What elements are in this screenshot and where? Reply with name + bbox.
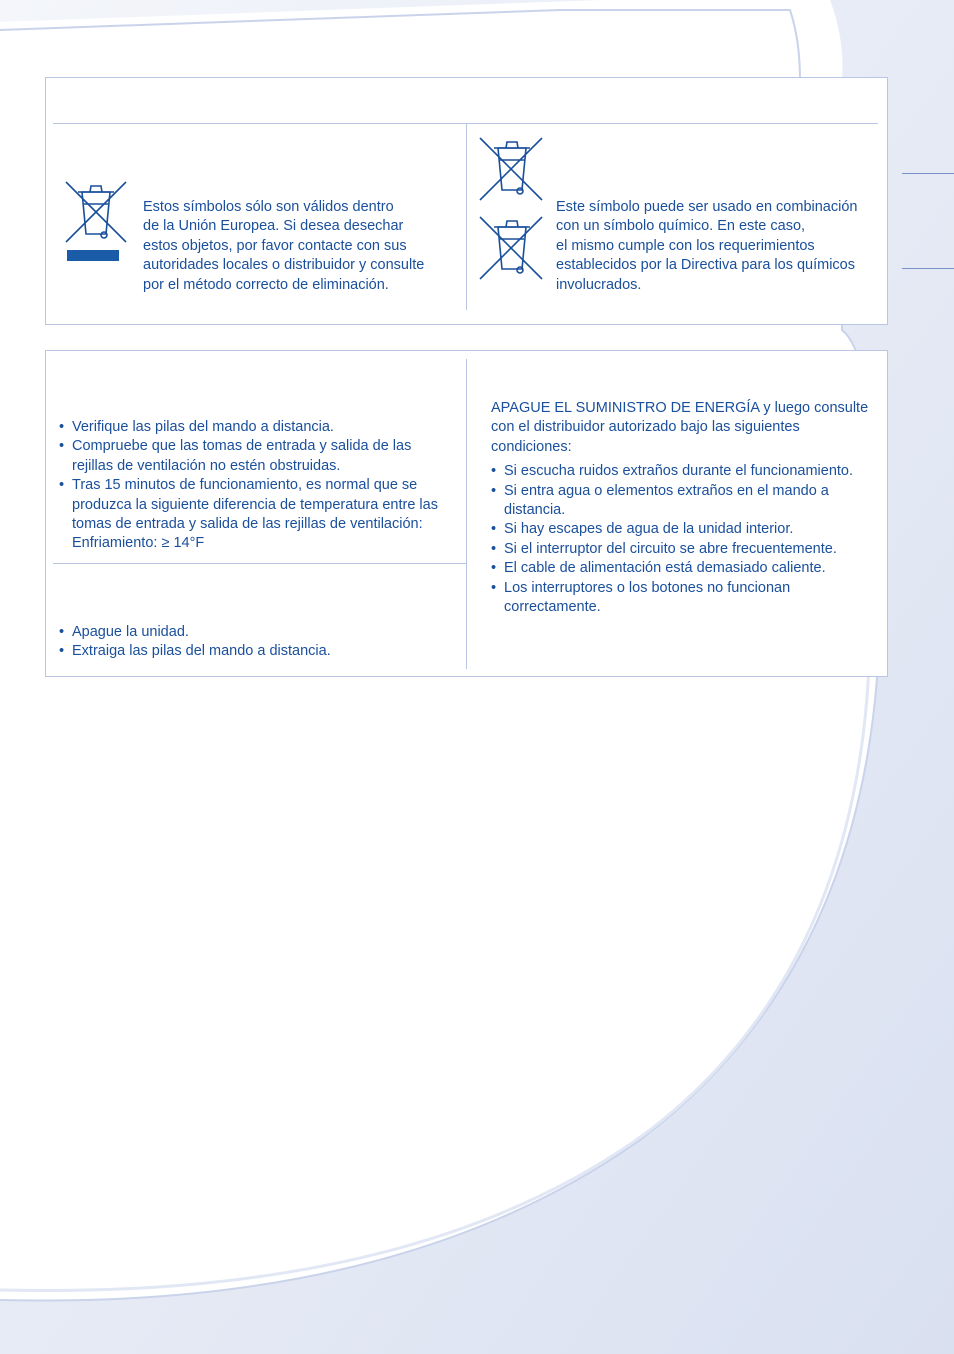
disposal-left-text [143,198,453,295]
troubleshooting-panel [45,350,888,677]
list-item: • Si hay escapes de agua de la unidad interior. [491,520,876,539]
disposal-right-line: con un símbolo químico. En este caso, [556,218,806,235]
list-item: • Si el interruptor del circuito se abre frecuentemente. [491,540,876,559]
list-item: • Tras 15 minutos de funcionamiento, es normal que se produzca la siguiente diferencia de temperatura entre las tomas de entrada y salida de las rejillas de ventilación: Enfriamiento: ≥ 14°F [59,476,454,554]
list-item: • El cable de alimentación está demasiado caliente. [491,559,876,578]
conditions-list [491,462,876,617]
power-off-intro [491,399,876,457]
disposal-info-panel [45,77,888,325]
power-off-emphasis: APAGUE EL SUMINISTRO DE ENERGÍA [491,400,760,416]
list-item: • Extraiga las pilas del mando a distancia. [59,642,454,661]
disposal-right-line: el mismo cumple con los requerimientos [556,237,815,254]
checks-list [59,418,454,554]
disposal-right-line: Este símbolo puede ser usado en combinación [556,199,858,215]
disposal-right-text [556,198,881,295]
disposal-left-line: autoridades locales o distribuidor y consulte [143,257,425,274]
column-divider [466,124,467,310]
disposal-right-line: involucrados. [556,276,642,293]
crossed-out-wheeled-bin-icon [478,136,544,202]
long-absence-list-container [59,623,454,662]
checks-list-container [59,418,454,554]
list-item: • Apague la unidad. [59,623,454,642]
disposal-left-line: estos objetos, por favor contacte con sus [143,237,407,254]
power-off-section [491,399,876,617]
list-item: • Si entra agua o elementos extraños en el mando a distancia. [491,482,876,521]
side-divider-bottom [902,268,954,269]
list-item: • Verifique las pilas del mando a distancia. [59,418,454,437]
column-divider [466,359,467,669]
crossed-out-wheeled-bin-icon [478,215,544,281]
disposal-right-line: establecidos por la Directiva para los químicos [556,257,855,274]
disposal-left-line: Estos símbolos sólo son válidos dentro [143,199,394,215]
crossed-out-wheeled-bin-with-bar-icon [64,178,128,264]
list-item: • Compruebe que las tomas de entrada y salida de las rejillas de ventilación no estén obstruidas. [59,437,454,476]
disposal-left-line: de la Unión Europea. Si desea desechar [143,218,404,235]
list-item: • Los interruptores o los botones no funcionan correctamente. [491,579,876,618]
side-divider-top [902,173,954,174]
power-off-rest: y luego consulte con el distribuidor autorizado bajo las siguientes condiciones: [491,400,869,455]
left-section-divider [53,563,466,564]
long-absence-list [59,623,454,662]
disposal-left-line: por el método correcto de eliminación. [143,276,389,293]
list-item: • Si escucha ruidos extraños durante el funcionamiento. [491,462,876,481]
